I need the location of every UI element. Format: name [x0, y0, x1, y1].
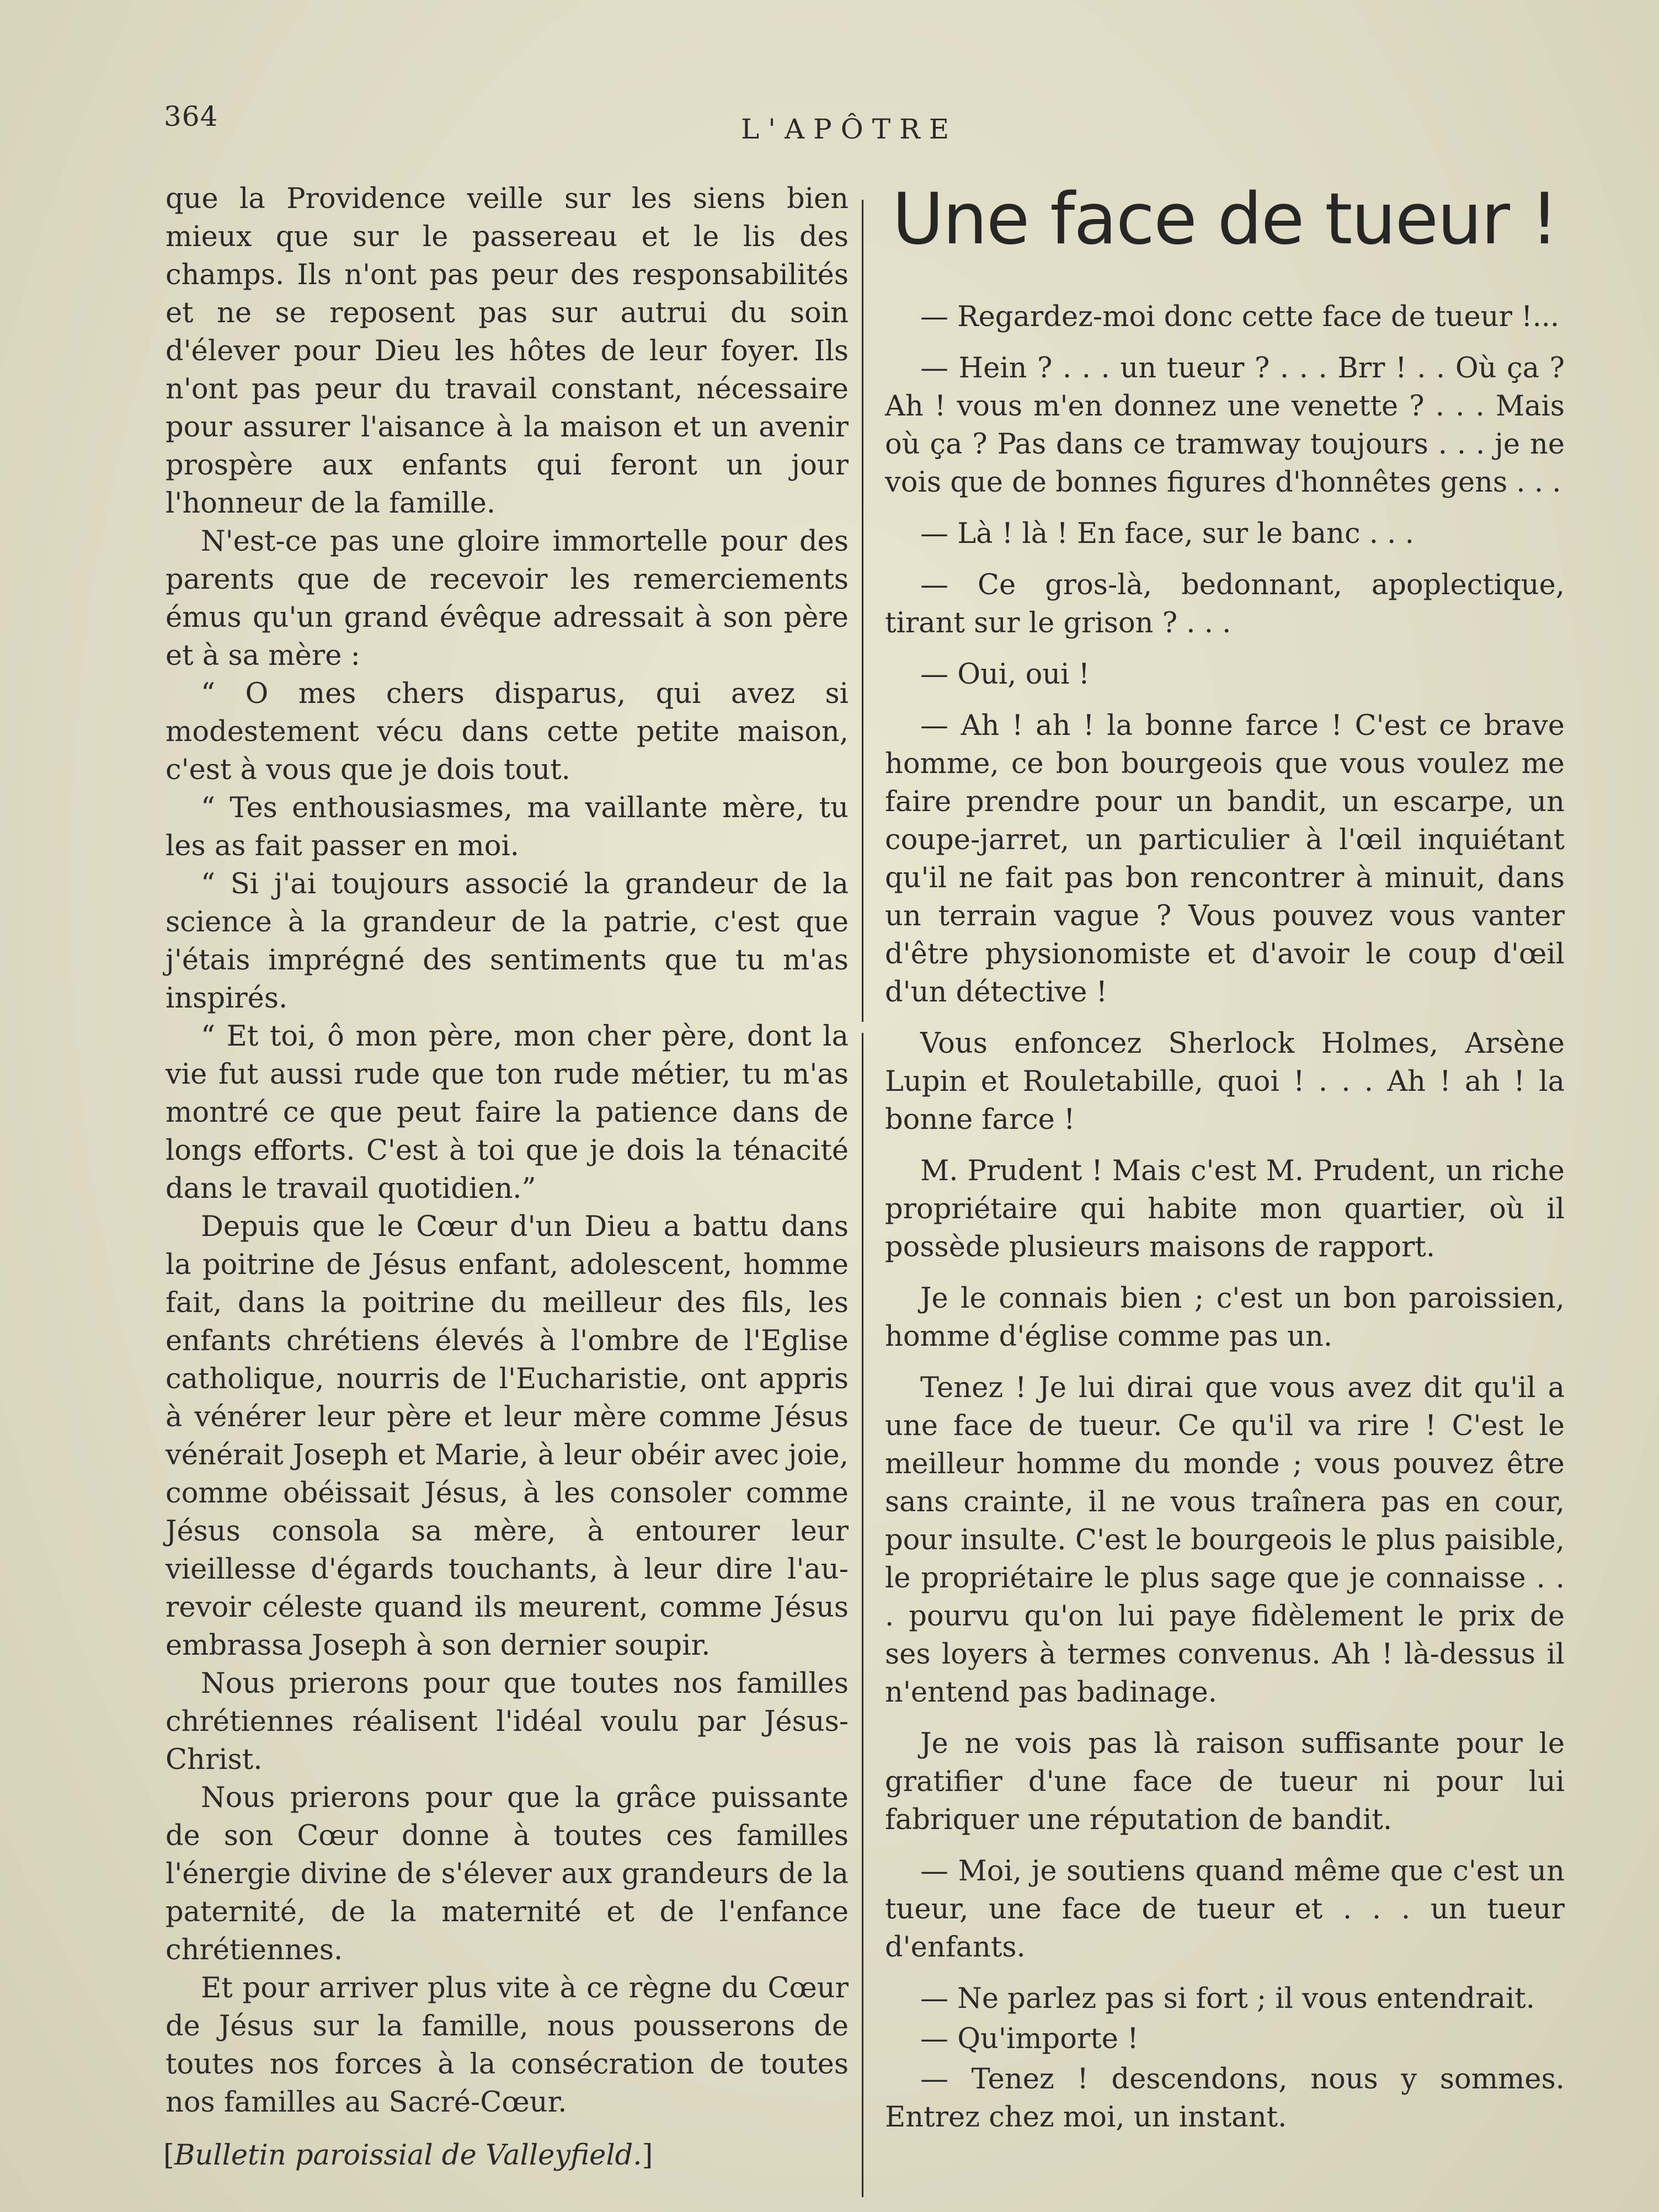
- source-bracket-open: [: [163, 2139, 174, 2172]
- paragraph: — Tenez ! descendons, nous y sommes. Entrez chez moi, un instant.: [885, 2063, 1565, 2134]
- paragraph: “ Si j'ai toujours associé la grandeur de la science à la grandeur de la patrie, c'est que j'étais imprégné des sentiments que tu m'as inspirés.: [166, 868, 849, 1015]
- paragraph: — Moi, je soutiens quand même que c'est un tueur, une face de tueur et . . . un tueur d'enfants.: [885, 1855, 1565, 1964]
- paragraph: que la Providence veille sur les siens bien mieux que sur le passereau et le lis des champs. Ils n'ont pas peur des responsabilités et ne se reposent pas sur autrui du soin d'élever pour Dieu les hôtes de leur foyer. Ils n'ont pas peur du travail constant, nécessaire pour assurer l'aisance à la maison et un avenir prospère aux enfants qui feront un jour l'honneur de la famille.: [166, 183, 849, 520]
- source-citation: [163, 2136, 653, 2174]
- paragraph: — Oui, oui !: [920, 658, 1090, 691]
- paragraph: “ Et toi, ô mon père, mon cher père, dont la vie fut aussi rude que ton rude métier, tu m'as montré ce que peut faire la patience dans de longs efforts. C'est à toi que je dois la ténacité dans le travail quotidien.”: [166, 1020, 849, 1205]
- right-column: [885, 298, 1565, 2139]
- paragraph: — Ne parlez pas si fort ; il vous entendrait.: [920, 1982, 1535, 2015]
- paragraph: — Ah ! ah ! la bonne farce ! C'est ce brave homme, ce bon bourgeois que vous voulez me faire prendre pour un bandit, un escarpe, un coupe-jarret, un particulier à l'œil inquiétant qu'il ne fait pas bon rencontrer à minuit, dans un terrain vague ? Vous pouvez vous vanter d'être physionomiste et d'avoir le coup d'œil d'un détective !: [885, 710, 1565, 1009]
- paragraph: Nous prierons pour que toutes nos familles chrétiennes réalisent l'idéal voulu par Jésus-Christ.: [166, 1667, 849, 1776]
- paragraph: Je le connais bien ; c'est un bon paroissien, homme d'église comme pas un.: [885, 1282, 1565, 1353]
- article-title: Une face de tueur !: [892, 178, 1558, 260]
- paragraph: Tenez ! Je lui dirai que vous avez dit qu'il a une face de tueur. Ce qu'il va rire ! C'est le meilleur homme du monde ; vous pouvez être sans crainte, il ne vous traînera pas en cour, pour insulte. C'est le bourgeois le plus paisible, le propriétaire le plus sage que je connaisse . . . pourvu qu'on lui paye fidèlement le prix de ses loyers à termes convenus. Ah ! là-dessus il n'entend pas badinage.: [885, 1372, 1565, 1709]
- paragraph: “ O mes chers disparus, qui avez si modestement vécu dans cette petite maison, c'est à vous que je dois tout.: [166, 678, 849, 786]
- column-divider: [862, 200, 863, 1022]
- paragraph: — Regardez-moi donc cette face de tueur !...: [920, 301, 1560, 333]
- paragraph: Je ne vois pas là raison suffisante pour le gratifier d'une face de tueur ni pour lui fabriquer une réputation de bandit.: [885, 1728, 1565, 1836]
- paragraph: Depuis que le Cœur d'un Dieu a battu dans la poitrine de Jésus enfant, adolescent, homme fait, dans la poitrine du meilleur des fils, les enfants chrétiens élevés à l'ombre de l'Eglise catholique, nourris de l'Eucharistie, ont appris à vénérer leur père et leur mère comme Jésus vénérait Joseph et Marie, à leur obéir avec joie, comme obéissait Jésus, à les consoler comme Jésus consola sa mère, à entourer leur vieillesse d'égards touchants, à leur dire l'au-revoir céleste quand ils meurent, comme Jésus embrassa Joseph à son dernier soupir.: [166, 1211, 849, 1662]
- paragraph: Nous prierons pour que la grâce puissante de son Cœur donne à toutes ces familles l'énergie divine de s'élever aux grandeurs de la paternité, de la maternité et de l'enfance chrétiennes.: [166, 1782, 849, 1966]
- paragraph: — Là ! là ! En face, sur le banc . . .: [920, 518, 1414, 550]
- source-bracket-close: ]: [642, 2139, 653, 2172]
- column-divider: [862, 1033, 863, 2197]
- paragraph: N'est-ce pas une gloire immortelle pour des parents que de recevoir les remerciements émus qu'un grand évêque adressait à son père et à sa mère :: [166, 525, 849, 672]
- running-head: L'APÔTRE: [741, 113, 958, 145]
- page-number: 364: [164, 100, 218, 132]
- paragraph: M. Prudent ! Mais c'est M. Prudent, un riche propriétaire qui habite mon quartier, où il possède plusieurs maisons de rapport.: [885, 1155, 1565, 1264]
- paragraph: — Ce gros-là, bedonnant, apoplectique, tirant sur le grison ? . . .: [885, 569, 1565, 639]
- paragraph: Vous enfoncez Sherlock Holmes, Arsène Lupin et Rouletabille, quoi ! . . . Ah ! ah ! la bonne farce !: [885, 1027, 1565, 1136]
- paragraph: — Hein ? . . . un tueur ? . . . Brr ! . . Où ça ? Ah ! vous m'en donnez une venette ? . . . Mais où ça ? Pas dans ce tramway toujours . . . je ne vois que de bonnes figures d'honnêtes gens . . .: [885, 352, 1565, 499]
- paragraph: — Qu'importe !: [920, 2023, 1139, 2055]
- left-column: [166, 180, 849, 2122]
- paragraph: Et pour arriver plus vite à ce règne du Cœur de Jésus sur la famille, nous pousserons de toutes nos forces à la consécration de toutes nos familles au Sacré-Cœur.: [166, 1972, 849, 2119]
- source-text: Bulletin paroissial de Valleyfield.: [174, 2139, 642, 2172]
- paragraph: “ Tes enthousiasmes, ma vaillante mère, tu les as fait passer en moi.: [166, 792, 849, 862]
